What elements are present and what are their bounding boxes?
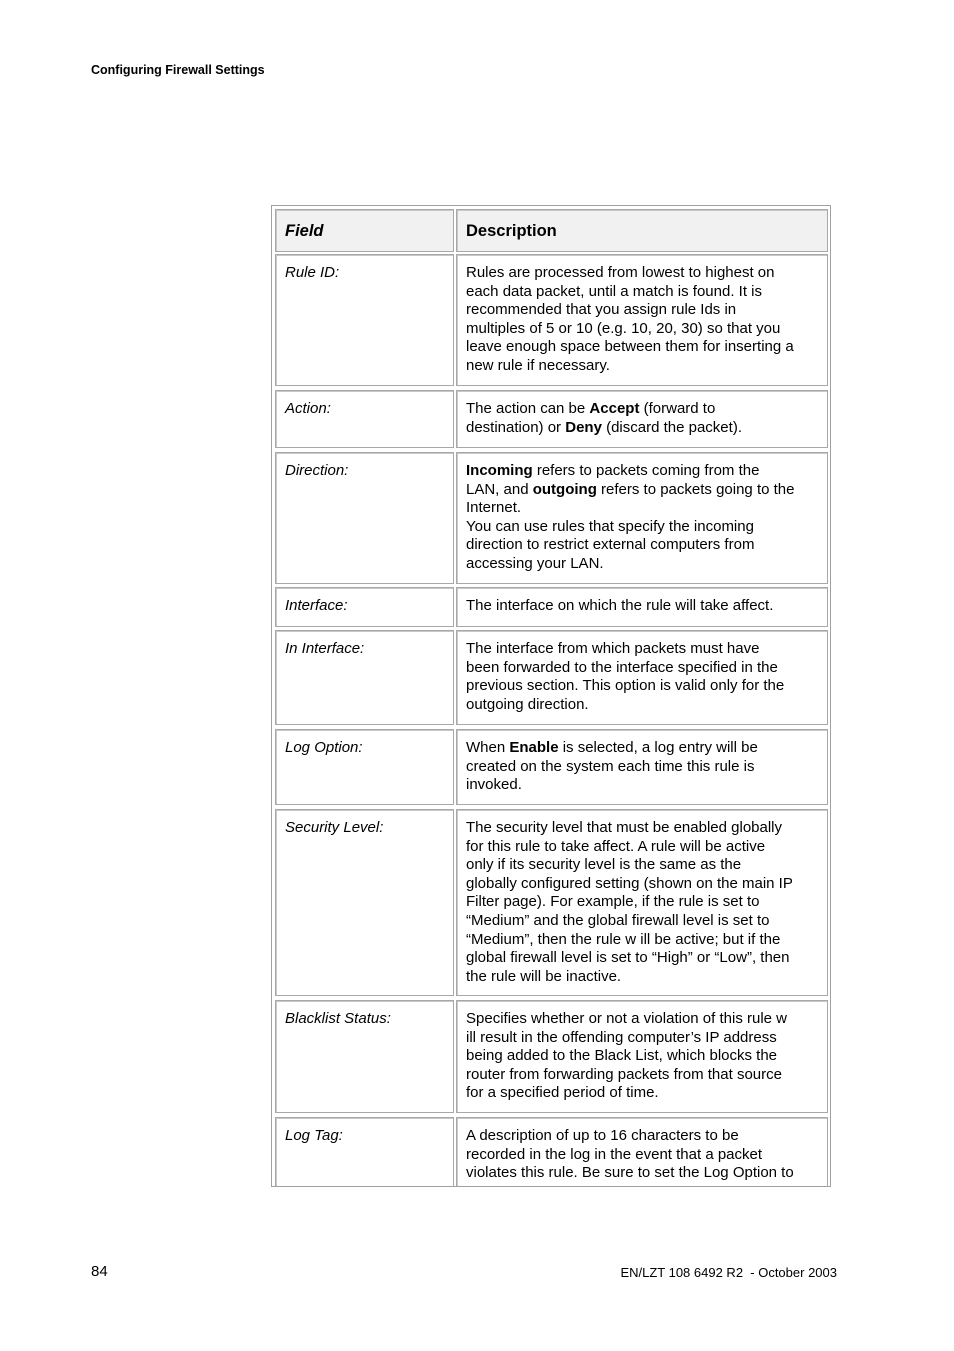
field-description-rule-id (456, 254, 828, 386)
column-header-field: Field (275, 209, 454, 252)
field-description-blacklist-status (456, 1000, 828, 1113)
description-line: Internet. (466, 499, 522, 517)
field-name-security-level: Security Level: (275, 809, 454, 996)
page-number: 84 (91, 1263, 108, 1280)
description-line: violates this rule. Be sure to set the Log Option to (466, 1164, 794, 1182)
description-line: accessing your LAN. (466, 554, 604, 572)
field-description-interface (456, 587, 828, 627)
description-line: created on the system each time this rule is (466, 757, 755, 775)
field-name-interface: Interface: (275, 587, 454, 627)
field-name-rule-id: Rule ID: (275, 254, 454, 386)
description-line: global firewall level is set to “High” or “Low”, then (466, 949, 790, 967)
description-line: The interface from which packets must have (466, 640, 760, 657)
description-line: Incoming refers to packets coming from the (466, 462, 760, 479)
field-description-security-level (456, 809, 828, 996)
description-line: LAN, and outgoing refers to packets going to the (466, 480, 795, 498)
field-description-log-option (456, 729, 828, 805)
description-line: “Medium” and the global firewall level is set to (466, 911, 770, 929)
field-name-action: Action: (275, 390, 454, 448)
description-line: ill result in the offending computer’s IP address (466, 1028, 777, 1046)
column-header-description: Description (456, 209, 828, 252)
description-line: recommended that you assign rule Ids in (466, 301, 737, 319)
field-name-direction: Direction: (275, 452, 454, 584)
description-line: for this rule to take affect. A rule will be active (466, 837, 766, 855)
description-line: Filter page). For example, if the rule is set to (466, 893, 760, 911)
description-line: “Medium”, then the rule w ill be active; but if the (466, 930, 781, 948)
description-line: recorded in the log in the event that a packet (466, 1145, 763, 1163)
description-line: only if its security level is the same as the (466, 856, 742, 874)
description-line: The action can be Accept (forward to (466, 400, 716, 417)
field-description-direction (456, 452, 828, 584)
description-line: The security level that must be enabled globally (466, 819, 783, 836)
field-description-action (456, 390, 828, 448)
description-line: outgoing direction. (466, 695, 589, 713)
field-description-in-interface (456, 630, 828, 725)
description-line: router from forwarding packets from that source (466, 1065, 782, 1083)
field-name-blacklist-status: Blacklist Status: (275, 1000, 454, 1113)
description-line: each data packet, until a match is found. It is (466, 282, 763, 300)
description-line: direction to restrict external computers from (466, 536, 755, 554)
description-line: new rule if necessary. (466, 356, 610, 374)
description-line: destination) or Deny (discard the packet). (466, 418, 742, 436)
description-line: When Enable is selected, a log entry will be (466, 739, 758, 756)
description-line: leave enough space between them for inserting a (466, 338, 794, 356)
field-name-log-option: Log Option: (275, 729, 454, 805)
description-line: being added to the Black List, which blocks the (466, 1047, 778, 1065)
field-name-log-tag: Log Tag: (275, 1117, 454, 1187)
description-line: the rule will be inactive. (466, 967, 622, 985)
description-line: globally configured setting (shown on the main IP (466, 874, 793, 892)
description-line: A description of up to 16 characters to be (466, 1127, 739, 1144)
description-line: Specifies whether or not a violation of this rule w (466, 1010, 787, 1027)
document-reference: EN/LZT 108 6492 R2 - October 2003 (620, 1265, 837, 1280)
description-line: Rules are processed from lowest to highest on (466, 264, 775, 281)
description-line: previous section. This option is valid only for the (466, 677, 785, 695)
field-description-log-tag (456, 1117, 828, 1187)
field-description-table (271, 205, 831, 1187)
field-name-in-interface: In Interface: (275, 630, 454, 725)
description-line: You can use rules that specify the incoming (466, 517, 754, 535)
description-line: The interface on which the rule will take affect. (466, 597, 774, 614)
description-line: invoked. (466, 776, 522, 794)
description-line: been forwarded to the interface specified in the (466, 658, 778, 676)
description-line: for a specified period of time. (466, 1084, 659, 1102)
running-header: Configuring Firewall Settings (91, 63, 265, 77)
description-line: multiples of 5 or 10 (e.g. 10, 20, 30) so that you (466, 319, 781, 337)
